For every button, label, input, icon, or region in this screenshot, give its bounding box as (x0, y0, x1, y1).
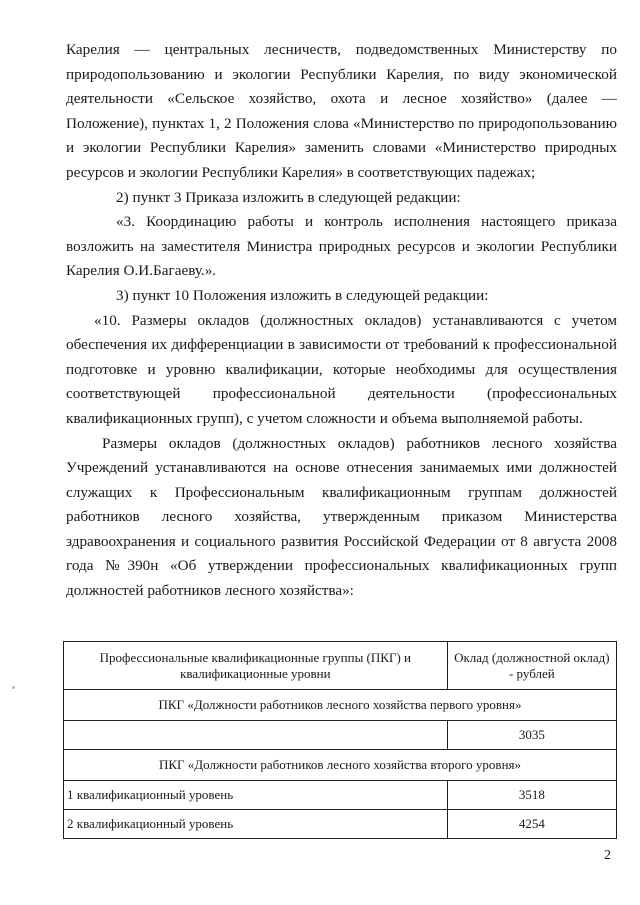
text-line: соответствующей профессиональной деятельности (профессиональных (66, 385, 617, 403)
text-line: 2) пункт 3 Приказа изложить в следующей редакции: (116, 188, 461, 206)
text-line: квалификационных групп), с учетом сложности и объема выполняемой работы. (66, 409, 583, 427)
scan-speck (12, 686, 15, 689)
salary-cell: 3035 (447, 721, 616, 750)
table-group-row (64, 690, 617, 721)
text-line: и экологии Республики Карелия» заменить словами «Министерство природных (66, 139, 617, 157)
table-row (64, 721, 617, 750)
text-line: «3. Координацию работы и контроль исполнения настоящего приказа (116, 213, 617, 231)
text-line: подготовке и уровню квалификации, которые необходимы для осуществления (66, 360, 617, 378)
text-line: обеспечения их дифференциации в зависимости от требований к профессиональной (66, 336, 617, 354)
text-line: Учреждений устанавливаются на основе отнесения занимаемых ими должностей (66, 459, 617, 477)
salary-cell: 4254 (447, 810, 616, 839)
qualification-level-cell (64, 721, 448, 750)
text-line: работников лесного хозяйства, утвержденным приказом Министерства (66, 508, 617, 526)
header-pkg-column: Профессиональные квалификационные группы (ПКГ) и квалификационные уровни (64, 642, 448, 690)
text-line: служащих к Профессиональным квалификационным группам должностей (66, 483, 617, 501)
text-line: года №390н «Об утверждении профессиональных квалификационных групп (66, 557, 617, 575)
qualification-level-cell: 1 квалификационный уровень (64, 781, 448, 810)
table-row (64, 810, 617, 839)
group-title: ПКГ «Должности работников лесного хозяйства первого уровня» (64, 690, 617, 721)
text-line: Карелия О.И.Багаеву.». (66, 262, 217, 280)
body-text (66, 38, 617, 604)
table-group-row (64, 750, 617, 781)
text-line: 3) пункт 10 Положения изложить в следующей редакции: (116, 286, 489, 304)
text-line: Карелия — центральных лесничеств, подведомственных Министерству по (66, 41, 617, 58)
group-title: ПКГ «Должности работников лесного хозяйства второго уровня» (64, 750, 617, 781)
text-line: здравоохранения и социального развития Российской Федерации от 8 августа 2008 (66, 532, 617, 550)
qualification-level-cell: 2 квалификационный уровень (64, 810, 448, 839)
text-line: деятельности «Сельское хозяйство, охота и лесное хозяйство» (далее — (66, 90, 617, 108)
table-row (64, 781, 617, 810)
text-line: Положение), пунктах 1, 2 Положения слова «Министерство по природопользованию (66, 114, 617, 132)
text-line: природопользованию и экологии Республики Карелия, по виду экономической (66, 65, 617, 83)
text-line: возложить на заместителя Министра природных ресурсов и экологии Республики (66, 237, 617, 255)
salary-table (63, 641, 617, 839)
text-line: должностей работников лесного хозяйства»: (66, 582, 354, 600)
text-line: ресурсов и экологии Республики Карелия» в соответствующих падежах; (66, 163, 536, 181)
page-number: 2 (604, 848, 611, 863)
text-line: Размеры окладов (должностных окладов) работников лесного хозяйства (102, 434, 617, 452)
table-header-row (64, 642, 617, 690)
salary-cell: 3518 (447, 781, 616, 810)
text-line: «10. Размеры окладов (должностных окладов) устанавливаются с учетом (94, 311, 617, 329)
header-salary-column: Оклад (должностной оклад) - рублей (447, 642, 616, 690)
